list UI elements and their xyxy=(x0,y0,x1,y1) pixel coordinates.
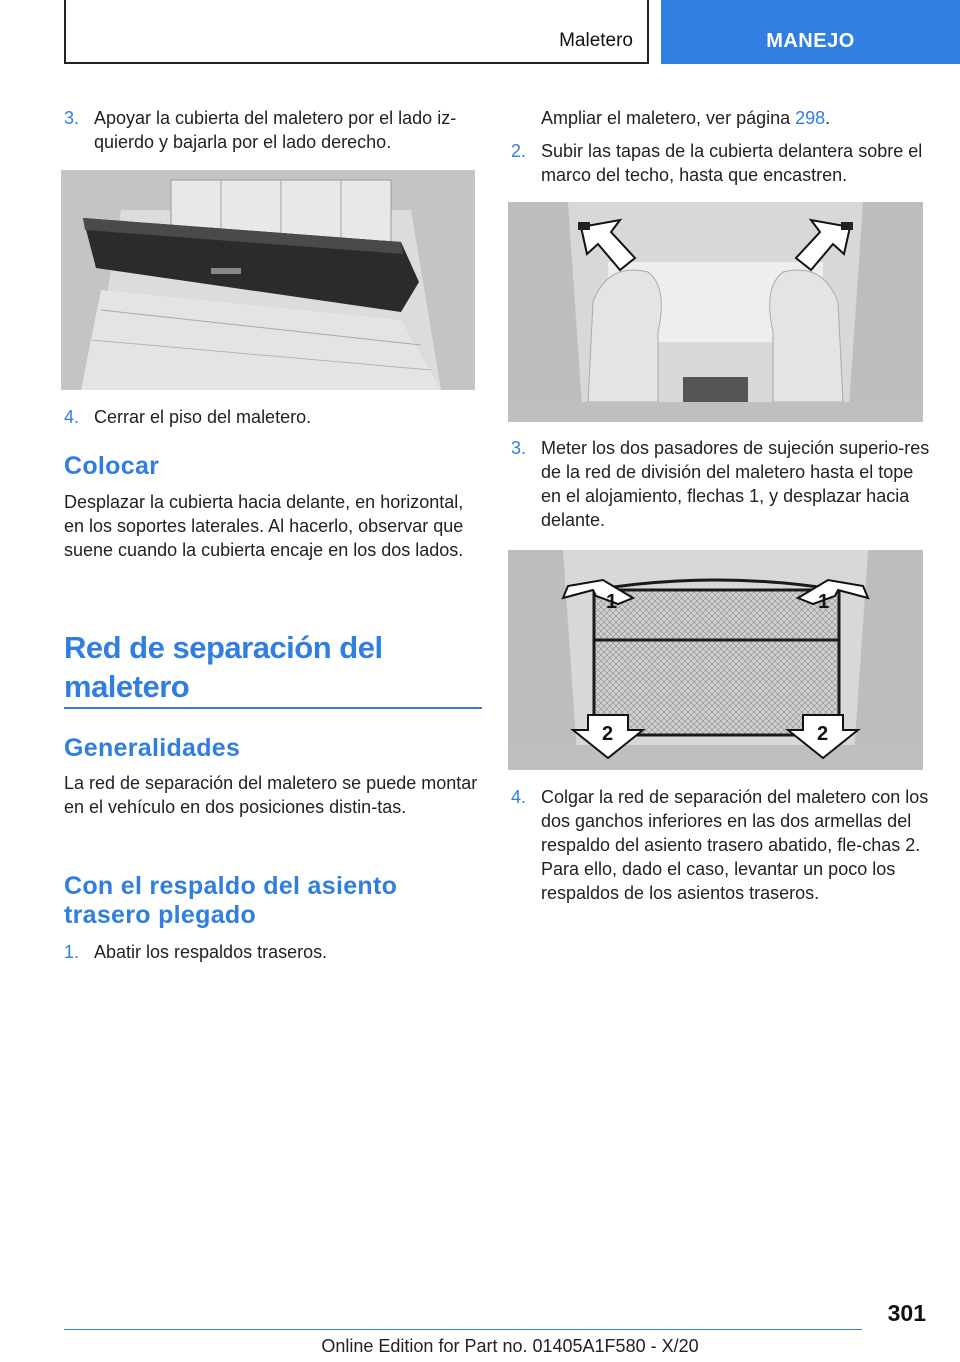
header-section-tab xyxy=(64,0,649,64)
right-step-3 xyxy=(511,436,931,532)
step-text: Abatir los respaldos traseros. xyxy=(94,942,328,962)
figure-net-mounting xyxy=(508,550,923,770)
generalidades-paragraph: La red de separación del maletero se puede montar en el vehículo en dos posiciones distin-tas. xyxy=(64,773,478,817)
right-step-4 xyxy=(511,785,931,905)
heading-generalidades: Generalidades xyxy=(64,734,241,762)
footer-edition: Online Edition for Part no. 01405A1F580 - X/20 xyxy=(321,1336,699,1356)
step-text: Colgar la red de separación del maletero con los dos ganchos inferiores en las dos armellas del respaldo del asiento trasero abatido, fle-chas 2. Para ello, dado el caso, levantar un poco los respaldos de los asientos traseros. xyxy=(541,787,929,903)
step-text: Apoyar la cubierta del maletero por el lado iz-quierdo y bajarla por el lado derecho. xyxy=(94,108,457,152)
right-step-2 xyxy=(511,139,931,187)
left-step-3 xyxy=(64,106,482,154)
heading-red-separacion: Red de separación del maletero xyxy=(64,630,383,704)
step-number: 3. xyxy=(64,108,80,128)
left-step-1 xyxy=(64,940,482,964)
figure-cargo-cover xyxy=(61,170,475,390)
heading-colocar: Colocar xyxy=(64,452,160,480)
heading-rule xyxy=(64,707,482,709)
step-number: 4. xyxy=(511,787,527,807)
page-link[interactable]: 298 xyxy=(795,108,826,128)
heading-respaldo-plegado: Con el respaldo del asiento trasero plegado xyxy=(64,872,398,929)
arrow-label-2-left: 2 xyxy=(602,723,614,745)
figure-roof-frame-arrows xyxy=(508,202,923,422)
page-number: 301 xyxy=(887,1300,926,1326)
arrow-label-1-left: 1 xyxy=(606,591,618,613)
arrow-label-1-right: 1 xyxy=(818,591,830,613)
step-number: 3. xyxy=(511,438,527,458)
arrow-label-2-right: 2 xyxy=(817,723,829,745)
step-number: 2. xyxy=(511,141,527,161)
left-step-4 xyxy=(64,405,482,429)
step-text: Subir las tapas de la cubierta delantera sobre el marco del techo, hasta que encastren. xyxy=(541,141,923,185)
colocar-paragraph: Desplazar la cubierta hacia delante, en horizontal, en los soportes laterales. Al hacerlo, observar que suene cuando la cubierta encaje en los dos lados. xyxy=(64,492,464,560)
continued-sentence: Ampliar el maletero, ver página xyxy=(541,108,796,128)
header-section-title: Maletero xyxy=(559,30,633,51)
footer-rule xyxy=(64,1329,862,1330)
step-text: Cerrar el piso del maletero. xyxy=(94,407,312,427)
header-chapter-tab xyxy=(661,0,960,64)
header-chapter-title: MANEJO xyxy=(766,30,855,52)
continued-end: . xyxy=(825,108,831,128)
step-text: Meter los dos pasadores de sujeción superio-res de la red de división del maletero hasta el tope en el alojamiento, flechas 1, y desplazar hacia delante. xyxy=(541,438,930,530)
continued-text xyxy=(541,106,931,130)
step-number: 1. xyxy=(64,942,80,962)
step-number: 4. xyxy=(64,407,80,427)
